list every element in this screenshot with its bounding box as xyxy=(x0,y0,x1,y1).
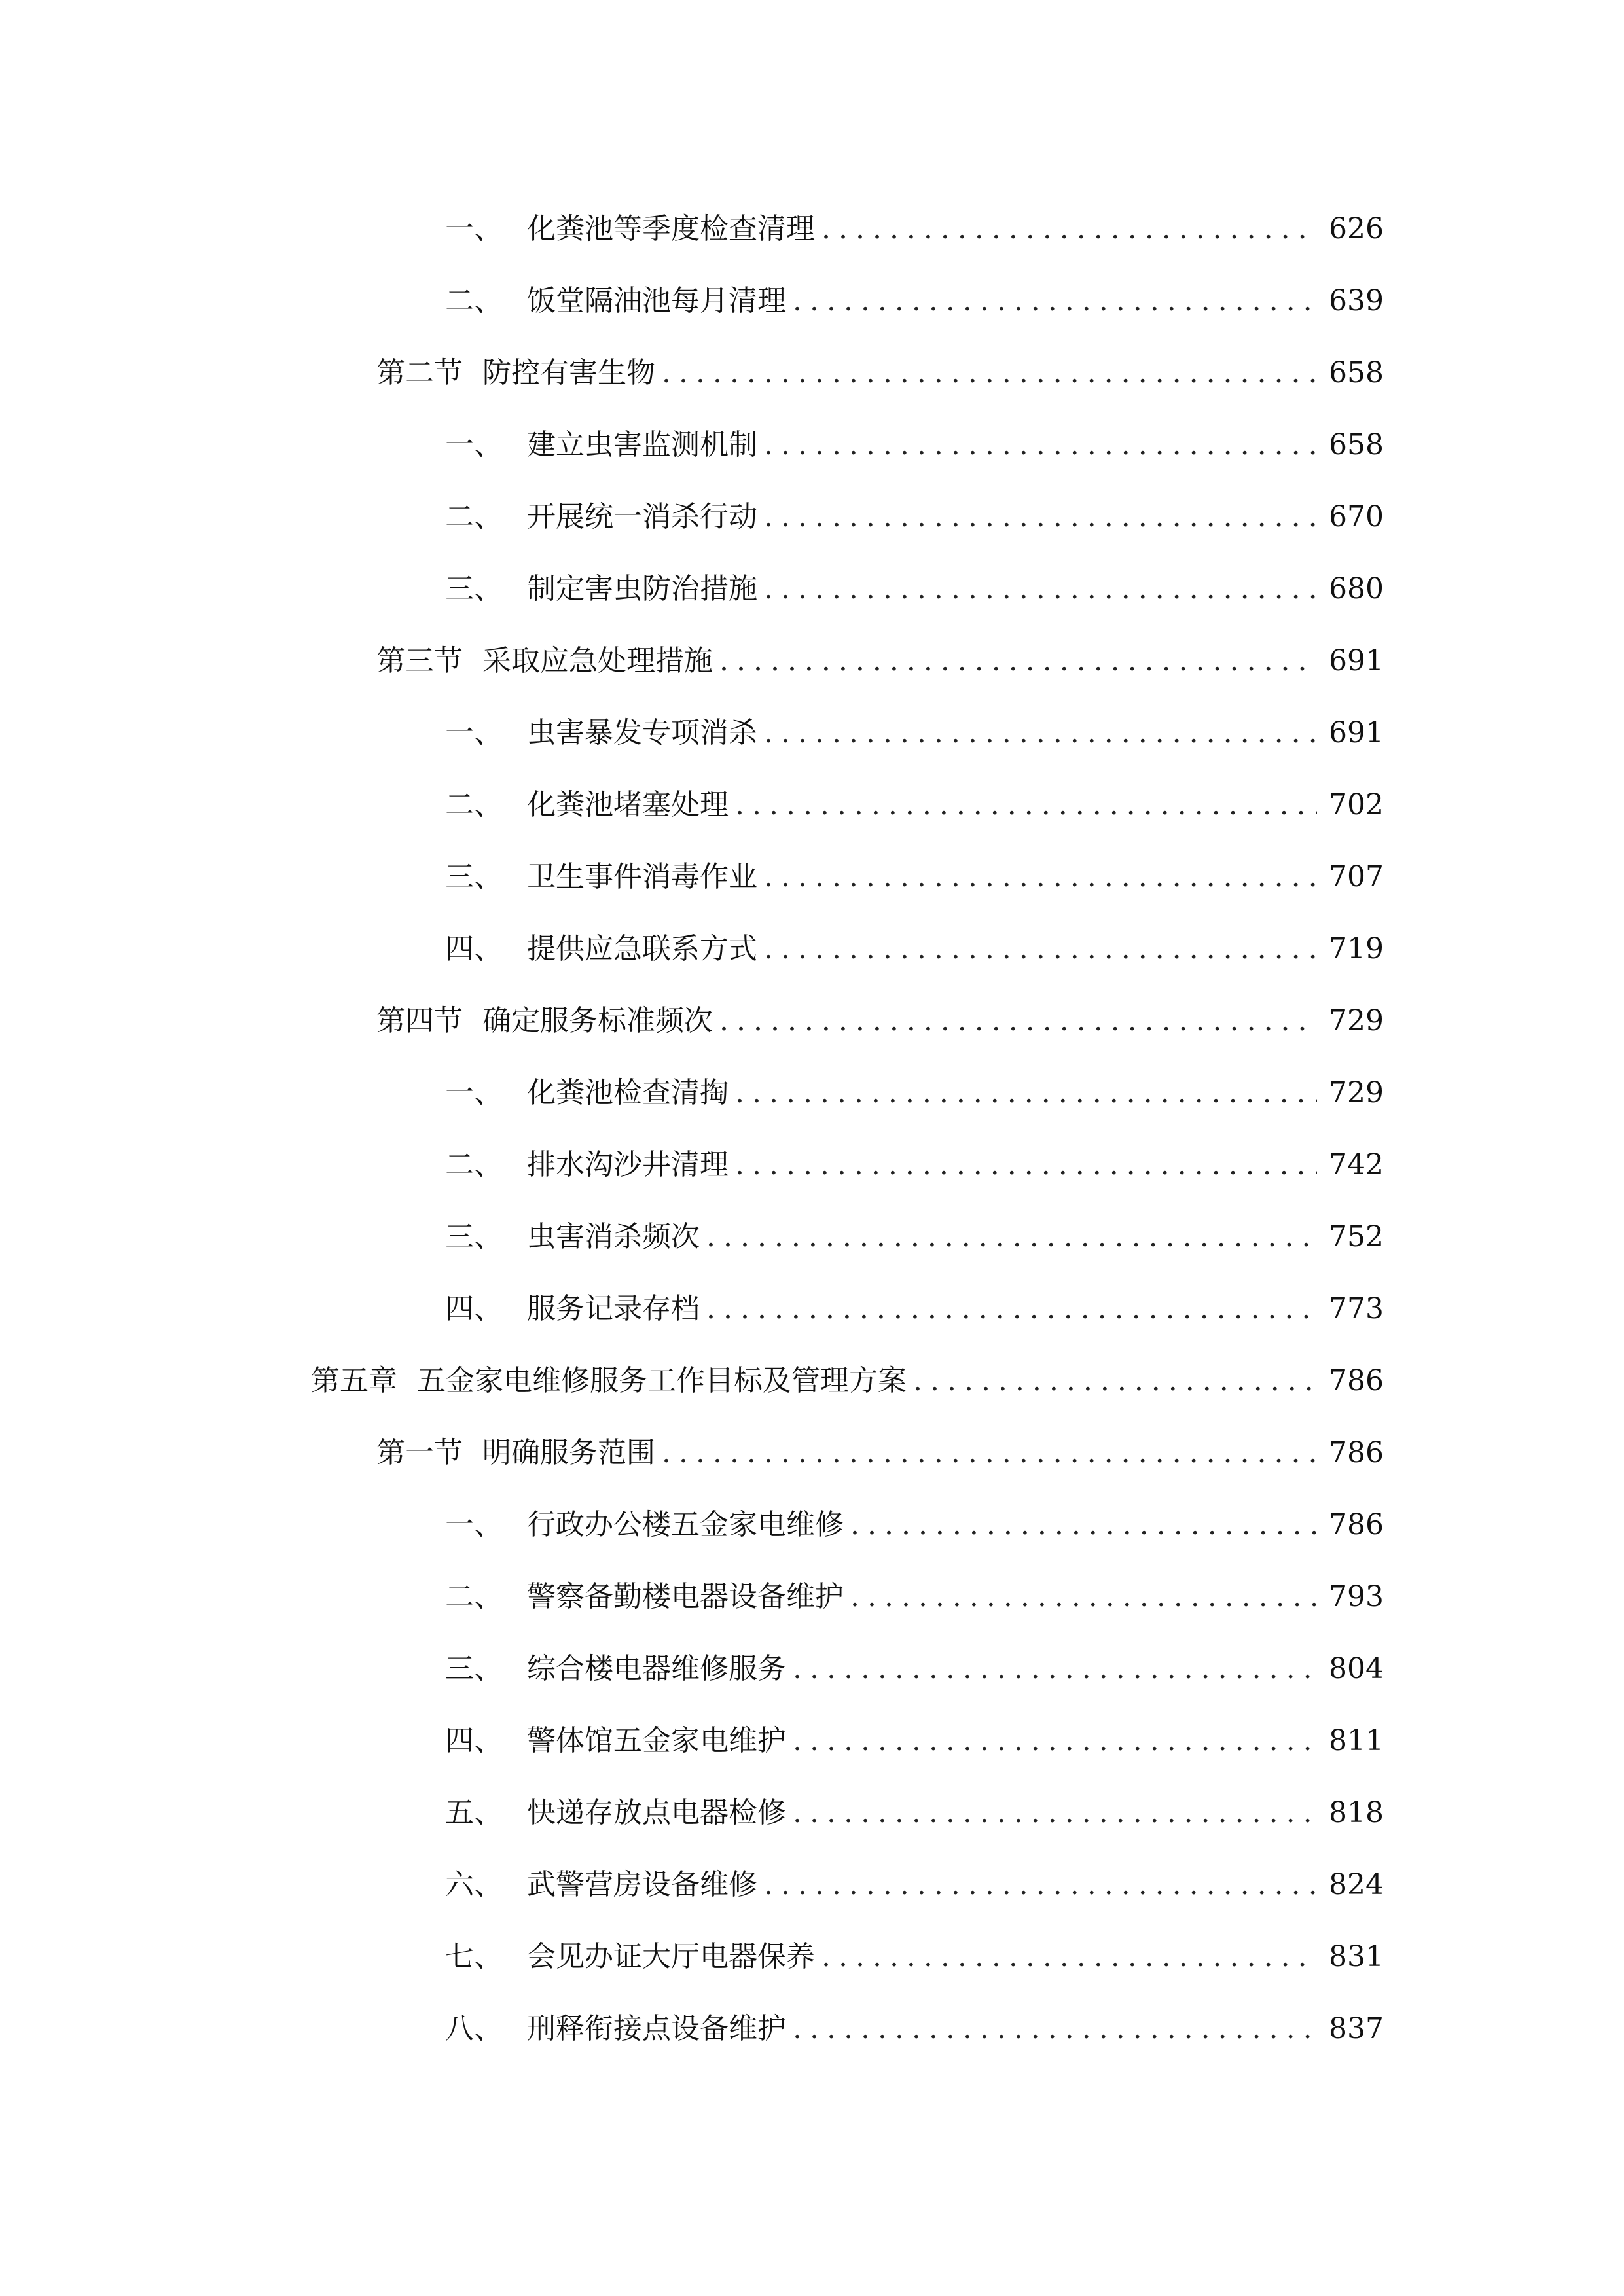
dot-leader xyxy=(764,419,1317,471)
toc-entry-page: 691 xyxy=(1329,644,1384,677)
toc-entry-page: 786 xyxy=(1329,1436,1384,1469)
dot-leader xyxy=(706,1283,1317,1335)
toc-entry[interactable] xyxy=(445,1211,1384,1263)
dot-leader xyxy=(764,491,1317,543)
toc-entry-number: 第三节 xyxy=(376,644,463,677)
toc-entry-title: 化粪池检查清掏 xyxy=(527,1076,729,1109)
dot-leader xyxy=(793,275,1317,327)
toc-entry-page: 793 xyxy=(1329,1580,1384,1613)
toc-entry[interactable] xyxy=(445,563,1384,615)
toc-entry-number: 五、 xyxy=(445,1796,503,1829)
toc-entry[interactable] xyxy=(376,347,1384,399)
dot-leader xyxy=(706,1211,1317,1263)
toc-entry[interactable] xyxy=(445,707,1384,759)
toc-entry[interactable] xyxy=(376,635,1384,687)
toc-entry-title: 卫生事件消毒作业 xyxy=(527,860,757,893)
dot-leader xyxy=(735,779,1317,831)
toc-entry-title: 行政办公楼五金家电维修 xyxy=(527,1508,844,1541)
dot-leader xyxy=(850,1499,1317,1551)
toc-entry[interactable] xyxy=(445,779,1384,831)
toc-entry-title: 快递存放点电器检修 xyxy=(527,1796,786,1829)
toc-entry-number: 二、 xyxy=(445,788,503,821)
dot-leader xyxy=(913,1355,1317,1407)
dot-leader xyxy=(764,563,1317,615)
toc-entry-page: 670 xyxy=(1329,500,1384,533)
toc-entry-title: 综合楼电器维修服务 xyxy=(527,1652,786,1685)
toc-entry-number: 二、 xyxy=(445,1148,503,1181)
toc-entry-page: 707 xyxy=(1329,860,1384,893)
toc-entry-page: 824 xyxy=(1329,1868,1384,1901)
toc-entry-page: 804 xyxy=(1329,1652,1384,1685)
toc-entry-title: 饭堂隔油池每月清理 xyxy=(527,284,786,317)
toc-entry[interactable] xyxy=(445,923,1384,975)
toc-entry-number: 六、 xyxy=(445,1868,503,1901)
toc-entry[interactable] xyxy=(445,1715,1384,1767)
toc-entry-number: 四、 xyxy=(445,1724,503,1757)
toc-entry-number: 第五章 xyxy=(311,1364,397,1397)
toc-entry-title: 明确服务范围 xyxy=(482,1436,655,1469)
toc-entry-title: 警体馆五金家电维护 xyxy=(527,1724,786,1757)
toc-entry-number: 八、 xyxy=(445,2012,503,2045)
toc-entry-number: 七、 xyxy=(445,1940,503,1973)
toc-entry-page: 658 xyxy=(1329,356,1384,389)
toc-entry[interactable] xyxy=(445,1499,1384,1551)
toc-entry-title: 开展统一消杀行动 xyxy=(527,500,757,533)
dot-leader xyxy=(719,635,1317,687)
dot-leader xyxy=(735,1139,1317,1191)
toc-entry[interactable] xyxy=(445,1931,1384,1983)
toc-entry-page: 837 xyxy=(1329,2012,1384,2045)
toc-entry-title: 采取应急处理措施 xyxy=(482,644,713,677)
toc-entry-page: 626 xyxy=(1329,212,1384,245)
toc-entry[interactable] xyxy=(445,1283,1384,1335)
dot-leader xyxy=(793,2003,1317,2055)
dot-leader xyxy=(821,203,1317,255)
toc-entry[interactable] xyxy=(445,2003,1384,2055)
toc-entry-title: 确定服务标准频次 xyxy=(482,1004,713,1037)
toc-entry-number: 一、 xyxy=(445,1076,503,1109)
dot-leader xyxy=(764,851,1317,903)
toc-entry-title: 防控有害生物 xyxy=(482,356,655,389)
toc-entry-title: 武警营房设备维修 xyxy=(527,1868,757,1901)
toc-entry-page: 729 xyxy=(1329,1076,1384,1109)
toc-entry[interactable] xyxy=(445,1139,1384,1191)
dot-leader xyxy=(764,1859,1317,1911)
toc-entry-number: 二、 xyxy=(445,284,503,317)
dot-leader xyxy=(662,347,1317,399)
toc-entry-title: 刑释衔接点设备维护 xyxy=(527,2012,786,2045)
toc-entry[interactable] xyxy=(445,203,1384,255)
toc-entry-number: 四、 xyxy=(445,1292,503,1325)
toc-entry[interactable] xyxy=(445,1643,1384,1695)
dot-leader xyxy=(719,995,1317,1047)
toc-entry-page: 818 xyxy=(1329,1796,1384,1829)
toc-entry-number: 一、 xyxy=(445,428,503,461)
toc-entry-number: 一、 xyxy=(445,1508,503,1541)
toc-entry-page: 773 xyxy=(1329,1292,1384,1325)
dot-leader xyxy=(793,1787,1317,1839)
toc-entry-page: 702 xyxy=(1329,788,1384,821)
toc-entry-title: 排水沟沙井清理 xyxy=(527,1148,729,1181)
toc-entry[interactable] xyxy=(445,419,1384,471)
toc-entry-page: 691 xyxy=(1329,716,1384,749)
toc-entry-number: 三、 xyxy=(445,1220,503,1253)
toc-entry-title: 化粪池堵塞处理 xyxy=(527,788,729,821)
toc-entry-page: 811 xyxy=(1329,1724,1384,1757)
toc-entry-number: 三、 xyxy=(445,1652,503,1685)
toc-entry[interactable] xyxy=(445,1067,1384,1119)
toc-entry[interactable] xyxy=(445,1571,1384,1623)
toc-entry-title: 虫害消杀频次 xyxy=(527,1220,700,1253)
toc-entry-number: 三、 xyxy=(445,860,503,893)
toc-entry-title: 会见办证大厅电器保养 xyxy=(527,1940,815,1973)
toc-entry-number: 第一节 xyxy=(376,1436,463,1469)
toc-entry[interactable] xyxy=(311,1355,1384,1407)
toc-entry-title: 化粪池等季度检查清理 xyxy=(527,212,815,245)
toc-entry-page: 752 xyxy=(1329,1220,1384,1253)
toc-entry-title: 制定害虫防治措施 xyxy=(527,572,757,605)
toc-entry-number: 第二节 xyxy=(376,356,463,389)
toc-entry-title: 五金家电维修服务工作目标及管理方案 xyxy=(417,1364,907,1397)
dot-leader xyxy=(764,923,1317,975)
toc-entry-title: 服务记录存档 xyxy=(527,1292,700,1325)
toc-entry-title: 虫害暴发专项消杀 xyxy=(527,716,757,749)
toc-entry-title: 提供应急联系方式 xyxy=(527,932,757,965)
toc-entry[interactable] xyxy=(376,995,1384,1047)
toc-entry-number: 二、 xyxy=(445,1580,503,1613)
toc-entry[interactable] xyxy=(445,1859,1384,1911)
toc-entry-page: 680 xyxy=(1329,572,1384,605)
toc-entry-page: 639 xyxy=(1329,284,1384,317)
toc-entry[interactable] xyxy=(376,1427,1384,1479)
dot-leader xyxy=(850,1571,1317,1623)
dot-leader xyxy=(793,1643,1317,1695)
toc-entry-page: 719 xyxy=(1329,932,1384,965)
toc-entry[interactable] xyxy=(445,491,1384,543)
toc-entry-page: 786 xyxy=(1329,1364,1384,1397)
toc-entry-title: 警察备勤楼电器设备维护 xyxy=(527,1580,844,1613)
toc-entry-page: 729 xyxy=(1329,1004,1384,1037)
dot-leader xyxy=(821,1931,1317,1983)
toc-entry-page: 742 xyxy=(1329,1148,1384,1181)
dot-leader xyxy=(764,707,1317,759)
dot-leader xyxy=(793,1715,1317,1767)
toc-entry-page: 786 xyxy=(1329,1508,1384,1541)
toc-entry[interactable] xyxy=(445,851,1384,903)
toc-entry-number: 一、 xyxy=(445,212,503,245)
toc-entry-page: 831 xyxy=(1329,1940,1384,1973)
toc-entry-number: 三、 xyxy=(445,572,503,605)
toc-entry[interactable] xyxy=(445,275,1384,327)
dot-leader xyxy=(735,1067,1317,1119)
toc-entry-number: 二、 xyxy=(445,500,503,533)
toc-entry-number: 四、 xyxy=(445,932,503,965)
toc-entry-page: 658 xyxy=(1329,428,1384,461)
toc-entry-number: 第四节 xyxy=(376,1004,463,1037)
dot-leader xyxy=(662,1427,1317,1479)
toc-entry-title: 建立虫害监测机制 xyxy=(527,428,757,461)
toc-entry[interactable] xyxy=(445,1787,1384,1839)
toc-entry-number: 一、 xyxy=(445,716,503,749)
